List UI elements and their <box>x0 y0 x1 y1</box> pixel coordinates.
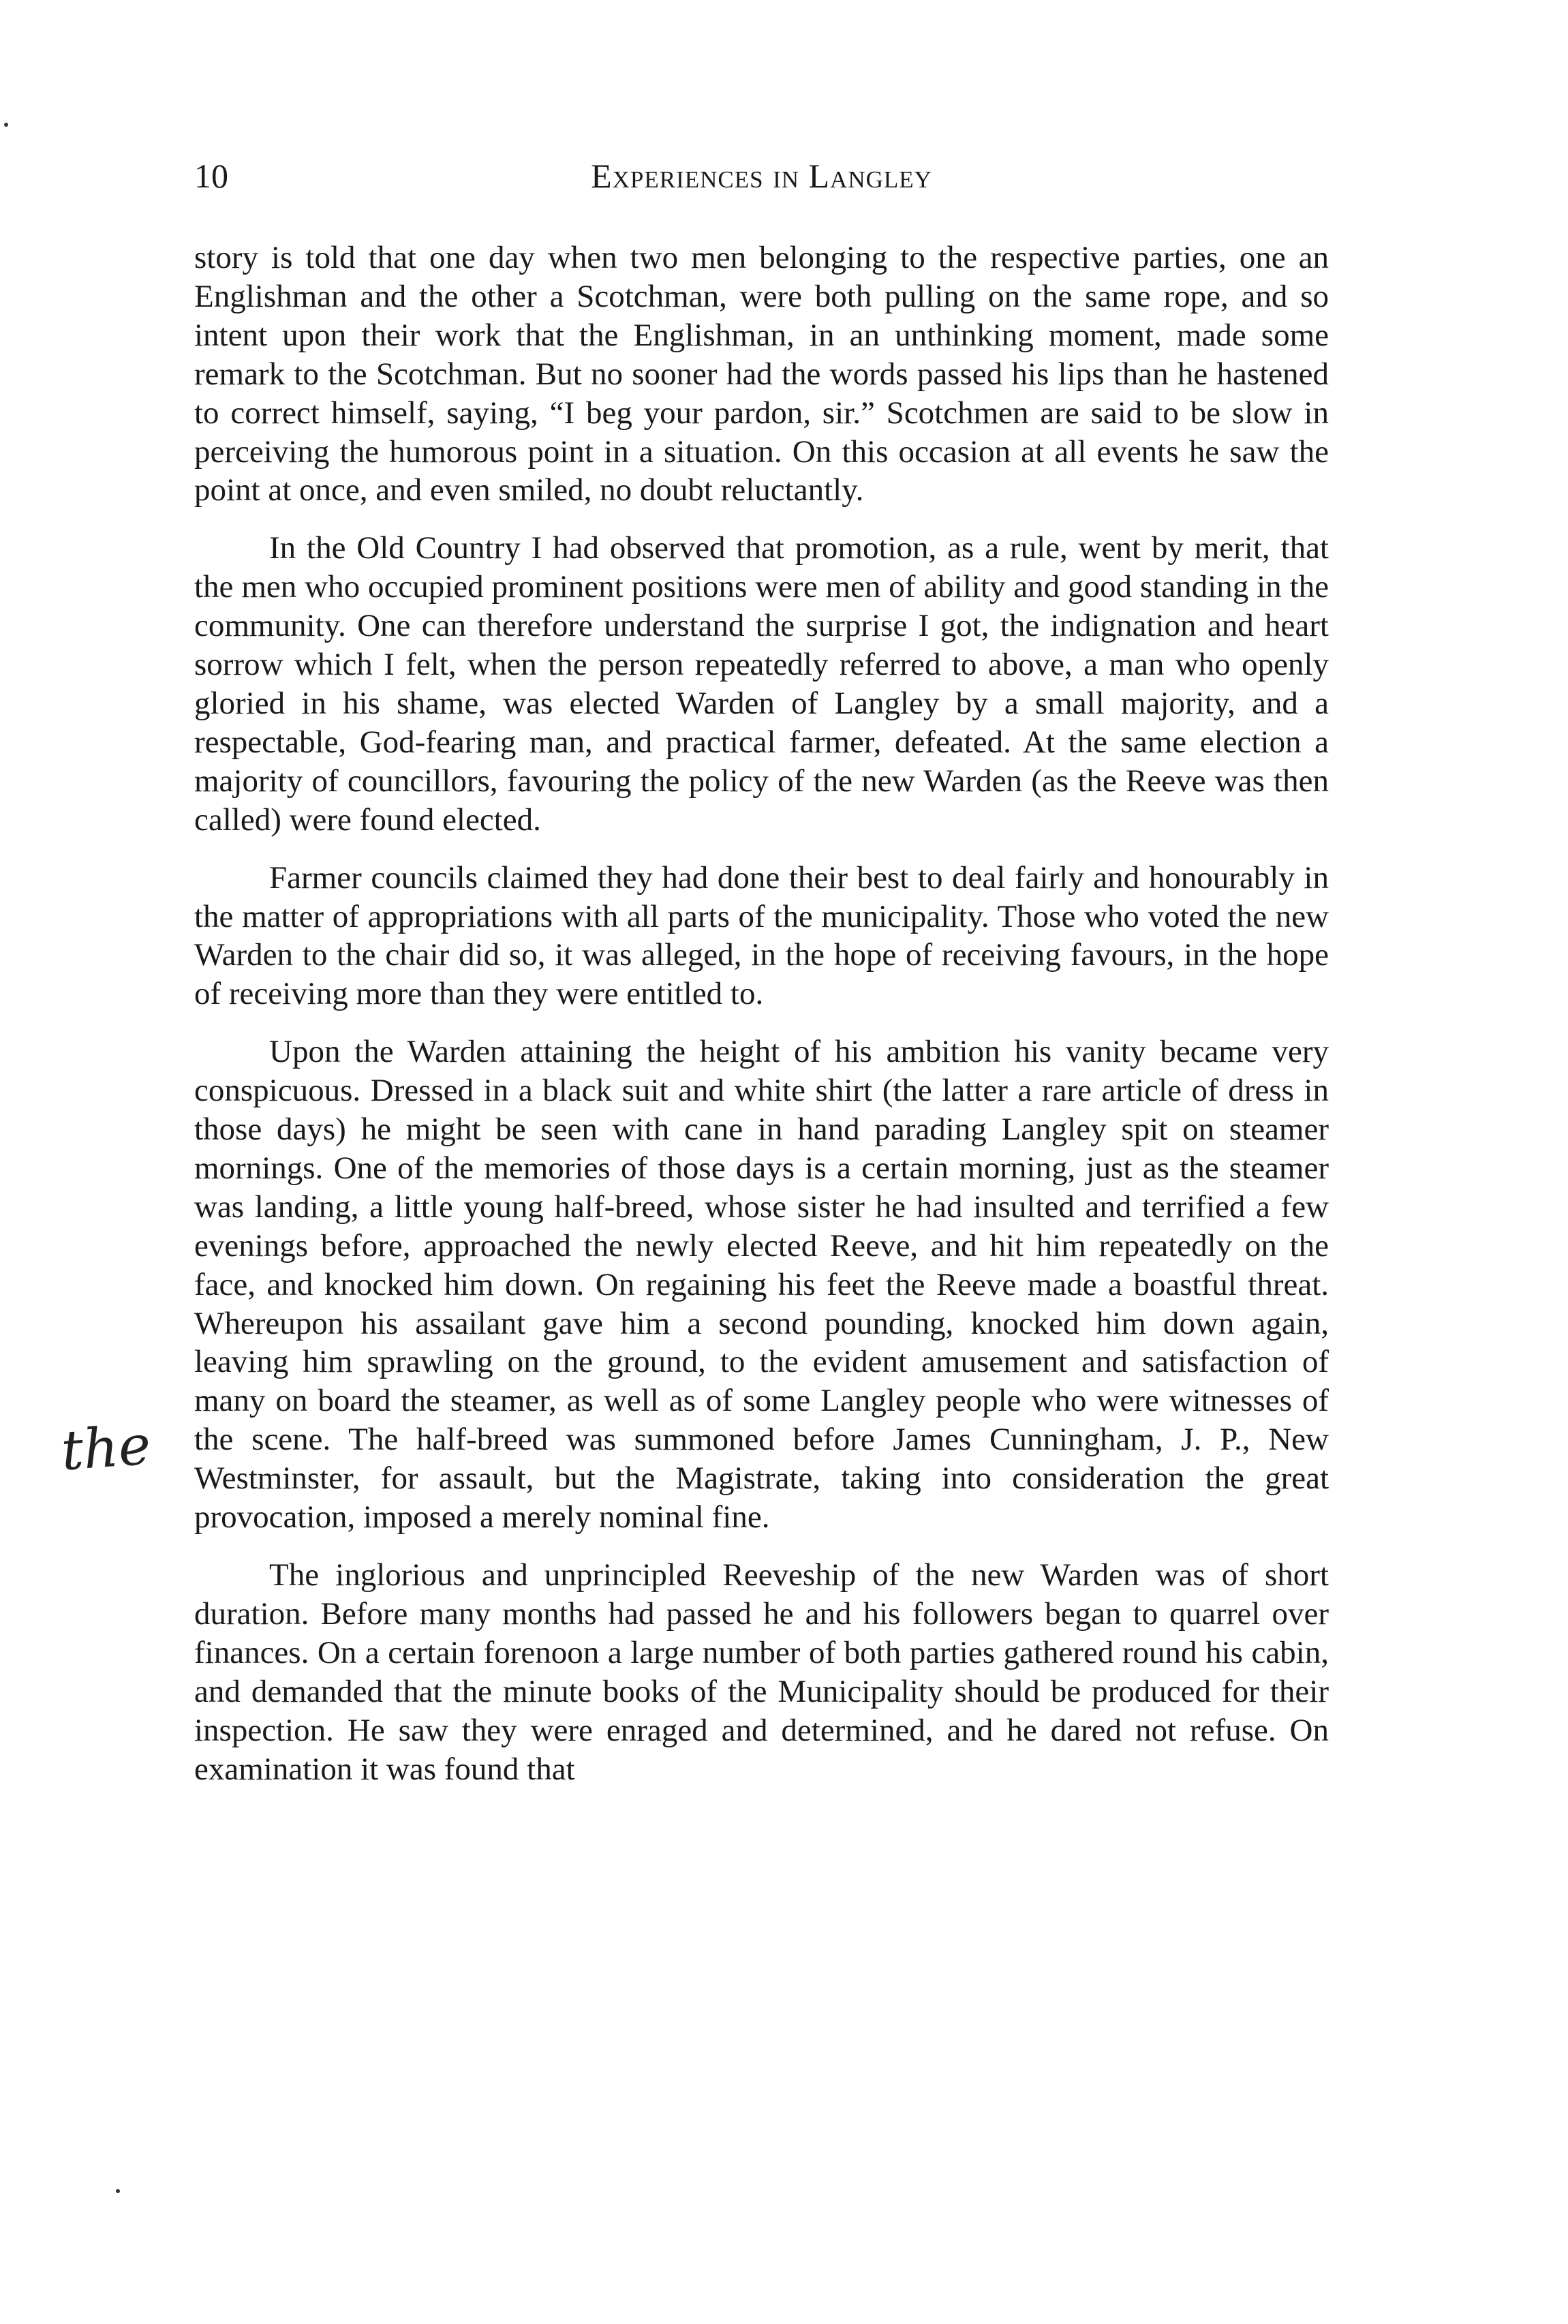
stray-mark <box>4 123 8 127</box>
stray-mark <box>116 2189 120 2193</box>
page-header <box>194 155 1329 203</box>
body-text <box>194 239 1329 1788</box>
running-title: Experiences in Langley <box>591 157 932 195</box>
page-number: 10 <box>194 157 228 195</box>
paragraph-2: In the Old Country I had observed that promotion, as a rule, went by merit, that the men who occupied prominent positions were men of ability and good standing in the community. One can therefore understand the surprise I got, the indignation and heart sorrow which I felt, when the person repeatedly referred to above, a man who openly gloried in his shame, was elected Warden of Langley by a small majority, and a respectable, God-fearing man, and practical farmer, defeated. At the same election a majority of councillors, favouring the policy of the new Warden (as the Reeve was then called) were found elected. <box>194 530 1329 838</box>
handwritten-margin-note: the <box>59 1413 153 1483</box>
paragraph-4: Upon the Warden attaining the height of his ambition his vanity became very conspicuous. Dressed in a black suit and white shirt (the latter a rare article of dress in those days) he might be seen with cane in hand parading Langley spit on steamer mornings. One of the memories of those days is a certain morning, just as the steamer was landing, a little young half-breed, whose sister he had insulted and terrified a few evenings before, approached the newly elected Reeve, and hit him repeatedly on the face, and knocked him down. On regaining his feet the Reeve made a boastful threat. Whereupon his assailant gave him a second pounding, knocked him down again, leaving him sprawling on the ground, to the evident amusement and satisfaction of many on board the steamer, as well as of some Langley people who were witnesses of the scene. The half-breed was summoned before James Cunningham, J. P., New Westminster, for assault, but the Magistrate, taking into consideration the great provocation, imposed a merely nominal fine. <box>194 1034 1329 1535</box>
paragraph-5: The inglorious and unprincipled Reeveship of the new Warden was of short duration. Before many months had passed he and his followers began to quarrel over finances. On a certain forenoon a large number of both parties gathered round his cabin, and demanded that the minute books of the Municipality should be produced for their inspection. He saw they were enraged and determined, and he dared not refuse. On examination it was found that <box>194 1557 1329 1787</box>
paragraph-3: Farmer councils claimed they had done their best to deal fairly and honourably in the matter of appropriations with all parts of the municipality. Those who voted the new Warden to the chair did so, it was alleged, in the hope of receiving favours, in the hope of receiving more than they were entitled to. <box>194 859 1329 1012</box>
paragraph-1: story is told that one day when two men belonging to the respective parties, one an Englishman and the other a Scotchman, were both pulling on the same rope, and so intent upon their work that the Englishman, in an unthinking moment, made some remark to the Scotchman. But no sooner had the words passed his lips than he hastened to correct himself, saying, “I beg your pardon, sir.” Scotchmen are said to be slow in perceiving the humorous point in a situation. On this occasion at all events he saw the point at once, and even smiled, no doubt reluctantly. <box>194 240 1329 508</box>
